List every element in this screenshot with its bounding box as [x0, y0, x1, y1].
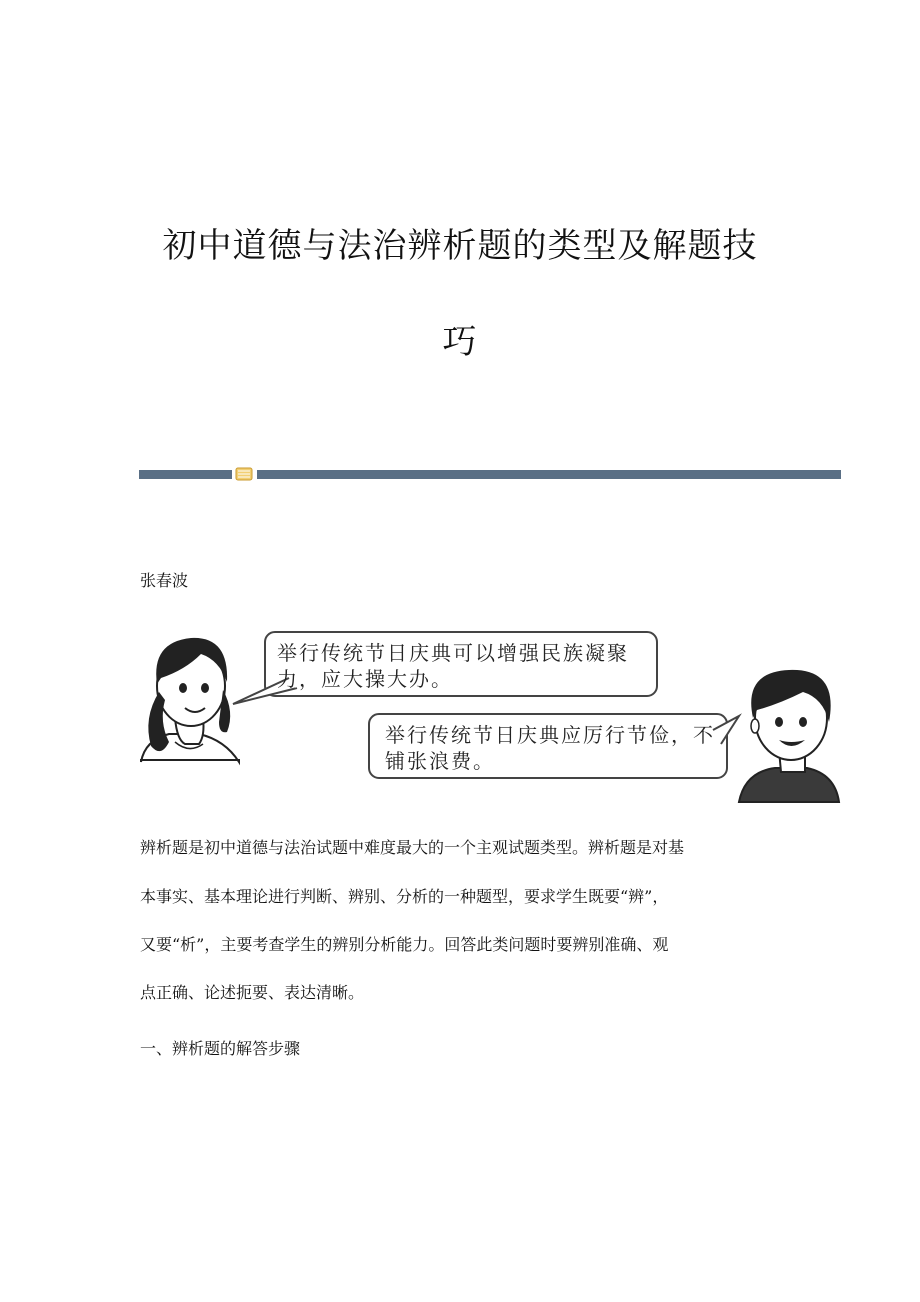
author-name: 张春波	[140, 571, 189, 590]
speech-bubble-2-text: 举行传统节日庆典应厉行节俭，不铺张浪费。	[385, 723, 715, 773]
speech-bubble-1-text: 举行传统节日庆典可以增强民族凝聚力，应大操大办。	[277, 641, 629, 691]
divider-ornament-icon	[235, 467, 253, 481]
paragraph-line: 辨析题是初中道德与法治试题中难度最大的一个主观试题类型。辨析题是对基	[140, 838, 685, 857]
section-heading: 一、辨析题的解答步骤	[140, 1039, 301, 1058]
divider-bar-right	[257, 470, 841, 479]
document-title-line-2: 巧	[442, 322, 478, 362]
paragraph-line: 点正确、论述扼要、表达清晰。	[140, 983, 365, 1002]
paragraph-line: 本事实、基本理论进行判断、辨别、分析的一种题型，要求学生既要“辨”，	[140, 887, 669, 906]
boy-figure-icon	[739, 670, 839, 802]
girl-figure-icon	[141, 638, 239, 762]
paragraph-line: 又要“析”，主要考查学生的辨别分析能力。回答此类问题时要辨别准确、观	[140, 935, 669, 954]
divider-bar-left	[139, 470, 232, 479]
document-title-line-1: 初中道德与法治辨析题的类型及解题技	[162, 226, 758, 266]
